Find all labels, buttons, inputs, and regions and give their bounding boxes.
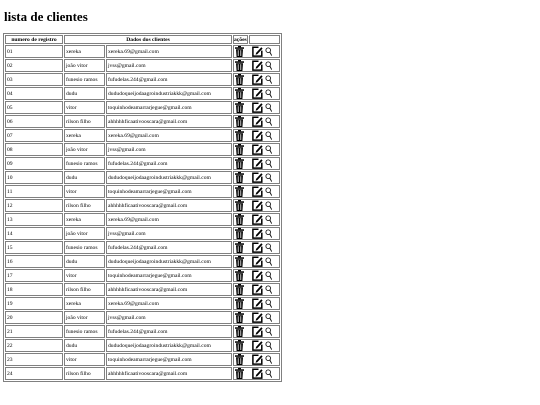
cell-nome: xereka <box>64 213 105 226</box>
cell-registro: 05 <box>5 101 63 114</box>
edit-icon[interactable] <box>252 130 263 141</box>
cell-acoes <box>233 283 280 296</box>
trash-icon[interactable] <box>235 270 244 281</box>
search-icon[interactable] <box>265 369 272 378</box>
edit-icon[interactable] <box>252 200 263 211</box>
cell-nome: vitor <box>64 185 105 198</box>
cell-registro: 12 <box>5 199 63 212</box>
cell-email: fufudelas.244@gmail.com <box>106 241 232 254</box>
trash-icon[interactable] <box>235 242 244 253</box>
trash-icon[interactable] <box>235 298 244 309</box>
cell-email: jvss@gmail.com <box>106 143 232 156</box>
search-icon[interactable] <box>265 159 272 168</box>
edit-icon[interactable] <box>252 60 263 71</box>
cell-registro: 22 <box>5 339 63 352</box>
row-actions <box>234 74 279 85</box>
search-icon[interactable] <box>265 89 272 98</box>
table-row <box>5 171 280 184</box>
trash-icon[interactable] <box>235 284 244 295</box>
edit-icon[interactable] <box>252 256 263 267</box>
row-actions <box>234 186 279 197</box>
edit-icon[interactable] <box>252 46 263 57</box>
page-title: lista de clientes <box>4 9 88 24</box>
cell-email: ahhhhhficaativooscara@gmail.com <box>106 199 232 212</box>
cell-nome: dudu <box>64 339 105 352</box>
row-actions <box>234 60 279 71</box>
cell-nome: xereka <box>64 129 105 142</box>
cell-registro: 09 <box>5 157 63 170</box>
cell-acoes <box>233 199 280 212</box>
cell-nome: vitor <box>64 269 105 282</box>
cell-nome: xereka <box>64 45 105 58</box>
cell-email: jvss@gmail.com <box>106 59 232 72</box>
row-actions <box>234 256 279 267</box>
cell-acoes <box>233 59 280 72</box>
table-row <box>5 45 280 58</box>
edit-icon[interactable] <box>252 102 263 113</box>
table-header-row <box>5 35 280 44</box>
cell-acoes <box>233 73 280 86</box>
cell-registro: 19 <box>5 297 63 310</box>
cell-acoes <box>233 171 280 184</box>
cell-registro: 23 <box>5 353 63 366</box>
search-icon[interactable] <box>265 173 272 182</box>
cell-registro: 06 <box>5 115 63 128</box>
cell-acoes <box>233 115 280 128</box>
trash-icon[interactable] <box>235 60 244 71</box>
cell-nome: dudu <box>64 255 105 268</box>
cell-registro: 10 <box>5 171 63 184</box>
cell-registro: 15 <box>5 241 63 254</box>
edit-icon[interactable] <box>252 242 263 253</box>
row-actions <box>234 312 279 323</box>
table-row <box>5 199 280 212</box>
cell-nome: joão vitor <box>64 311 105 324</box>
row-actions <box>234 298 279 309</box>
table-row <box>5 367 280 380</box>
cell-nome: funesio ramos <box>64 73 105 86</box>
search-icon[interactable] <box>265 103 272 112</box>
cell-acoes <box>233 101 280 114</box>
cell-acoes <box>233 129 280 142</box>
trash-icon[interactable] <box>235 46 244 57</box>
cell-registro: 14 <box>5 227 63 240</box>
row-actions <box>234 326 279 337</box>
search-icon[interactable] <box>265 271 272 280</box>
cell-nome: funesio ramos <box>64 325 105 338</box>
cell-email: jvss@gmail.com <box>106 311 232 324</box>
edit-icon[interactable] <box>252 354 263 365</box>
row-actions <box>234 158 279 169</box>
search-icon[interactable] <box>265 243 272 252</box>
trash-icon[interactable] <box>235 172 244 183</box>
edit-icon[interactable] <box>252 74 263 85</box>
cell-email: fufudelas.244@gmail.com <box>106 73 232 86</box>
cell-registro: 11 <box>5 185 63 198</box>
row-actions <box>234 340 279 351</box>
row-actions <box>234 214 279 225</box>
search-icon[interactable] <box>265 201 272 210</box>
trash-icon[interactable] <box>235 158 244 169</box>
search-icon[interactable] <box>265 75 272 84</box>
trash-icon[interactable] <box>235 368 244 379</box>
search-icon[interactable] <box>265 145 272 154</box>
trash-icon[interactable] <box>235 228 244 239</box>
table-body <box>5 45 280 380</box>
cell-email: xereka.69@gmail.com <box>106 45 232 58</box>
edit-icon[interactable] <box>252 172 263 183</box>
table-row <box>5 59 280 72</box>
search-icon[interactable] <box>265 61 272 70</box>
search-icon[interactable] <box>265 257 272 266</box>
cell-acoes <box>233 297 280 310</box>
row-actions <box>234 144 279 155</box>
search-icon[interactable] <box>265 215 272 224</box>
cell-nome: joão vitor <box>64 227 105 240</box>
trash-icon[interactable] <box>235 116 244 127</box>
row-actions <box>234 368 279 379</box>
cell-nome: joão vitor <box>64 143 105 156</box>
cell-nome: rilson filho <box>64 199 105 212</box>
cell-email: toquinhodeamarrarjegue@gmail.com <box>106 185 232 198</box>
cell-email: toquinhodeamarrarjegue@gmail.com <box>106 353 232 366</box>
row-actions <box>234 46 279 57</box>
cell-nome: funesio ramos <box>64 157 105 170</box>
cell-registro: 02 <box>5 59 63 72</box>
cell-acoes <box>233 185 280 198</box>
edit-icon[interactable] <box>252 186 263 197</box>
cell-nome: funesio ramos <box>64 241 105 254</box>
clients-table <box>3 33 282 382</box>
table-row <box>5 213 280 226</box>
edit-icon[interactable] <box>252 340 263 351</box>
edit-icon[interactable] <box>252 88 263 99</box>
table-row <box>5 241 280 254</box>
cell-registro: 24 <box>5 367 63 380</box>
table-row <box>5 283 280 296</box>
cell-nome: dudu <box>64 171 105 184</box>
row-actions <box>234 130 279 141</box>
trash-icon[interactable] <box>235 256 244 267</box>
cell-email: ahhhhhficaativooscara@gmail.com <box>106 367 232 380</box>
cell-email: dududoqueijodaagroindustriakkk@gmail.com <box>106 87 232 100</box>
edit-icon[interactable] <box>252 298 263 309</box>
cell-nome: vitor <box>64 353 105 366</box>
search-icon[interactable] <box>265 285 272 294</box>
trash-icon[interactable] <box>235 88 244 99</box>
cell-email: ahhhhhficaativooscara@gmail.com <box>106 115 232 128</box>
cell-registro: 08 <box>5 143 63 156</box>
cell-registro: 01 <box>5 45 63 58</box>
cell-email: toquinhodeamarrarjegue@gmail.com <box>106 269 232 282</box>
cell-nome: rilson filho <box>64 283 105 296</box>
table-row <box>5 325 280 338</box>
cell-email: fufudelas.244@gmail.com <box>106 325 232 338</box>
cell-nome: rilson filho <box>64 367 105 380</box>
trash-icon[interactable] <box>235 312 244 323</box>
cell-registro: 04 <box>5 87 63 100</box>
table-row <box>5 73 280 86</box>
cell-acoes <box>233 213 280 226</box>
table-row <box>5 143 280 156</box>
row-actions <box>234 354 279 365</box>
table-row <box>5 185 280 198</box>
search-icon[interactable] <box>265 47 272 56</box>
cell-acoes <box>233 325 280 338</box>
cell-registro: 07 <box>5 129 63 142</box>
row-actions <box>234 102 279 113</box>
cell-registro: 20 <box>5 311 63 324</box>
cell-acoes <box>233 255 280 268</box>
cell-email: xereka.69@gmail.com <box>106 213 232 226</box>
cell-acoes <box>233 367 280 380</box>
cell-email: ahhhhhficaativooscara@gmail.com <box>106 283 232 296</box>
table-row <box>5 129 280 142</box>
search-icon[interactable] <box>265 313 272 322</box>
edit-icon[interactable] <box>252 228 263 239</box>
edit-icon[interactable] <box>252 116 263 127</box>
cell-acoes <box>233 143 280 156</box>
trash-icon[interactable] <box>235 102 244 113</box>
cell-email: fufudelas.244@gmail.com <box>106 157 232 170</box>
cell-acoes <box>233 311 280 324</box>
edit-icon[interactable] <box>252 144 263 155</box>
header-acoes: ações <box>234 36 247 43</box>
cell-nome: joão vitor <box>64 59 105 72</box>
cell-registro: 13 <box>5 213 63 226</box>
search-icon[interactable] <box>265 341 272 350</box>
edit-icon[interactable] <box>252 368 263 379</box>
table-row <box>5 101 280 114</box>
cell-registro: 16 <box>5 255 63 268</box>
row-actions <box>234 200 279 211</box>
cell-nome: vitor <box>64 101 105 114</box>
table-row <box>5 157 280 170</box>
table-row <box>5 87 280 100</box>
table-row <box>5 227 280 240</box>
row-actions <box>234 116 279 127</box>
cell-email: dududoqueijodaagroindustriakkk@gmail.com <box>106 339 232 352</box>
edit-icon[interactable] <box>252 214 263 225</box>
cell-email: xereka.69@gmail.com <box>106 129 232 142</box>
cell-registro: 18 <box>5 283 63 296</box>
cell-email: dududoqueijodaagroindustriakkk@gmail.com <box>106 171 232 184</box>
cell-email: xereka.69@gmail.com <box>106 297 232 310</box>
row-actions <box>234 284 279 295</box>
cell-acoes <box>233 227 280 240</box>
cell-acoes <box>233 157 280 170</box>
table-row <box>5 255 280 268</box>
search-icon[interactable] <box>265 187 272 196</box>
trash-icon[interactable] <box>235 186 244 197</box>
trash-icon[interactable] <box>235 144 244 155</box>
table-row <box>5 115 280 128</box>
search-icon[interactable] <box>265 229 272 238</box>
table-row <box>5 339 280 352</box>
cell-email: toquinhodeamarrarjegue@gmail.com <box>106 101 232 114</box>
row-actions <box>234 88 279 99</box>
trash-icon[interactable] <box>235 354 244 365</box>
cell-acoes <box>233 339 280 352</box>
table-row <box>5 297 280 310</box>
header-dados: Dados dos clientes <box>64 35 232 44</box>
row-actions <box>234 242 279 253</box>
table-row <box>5 269 280 282</box>
trash-icon[interactable] <box>235 326 244 337</box>
cell-acoes <box>233 269 280 282</box>
table-row <box>5 311 280 324</box>
cell-registro: 21 <box>5 325 63 338</box>
header-spacer <box>249 35 280 44</box>
trash-icon[interactable] <box>235 130 244 141</box>
cell-nome: dudu <box>64 87 105 100</box>
cell-acoes <box>233 87 280 100</box>
table-row <box>5 353 280 366</box>
cell-registro: 17 <box>5 269 63 282</box>
edit-icon[interactable] <box>252 326 263 337</box>
edit-icon[interactable] <box>252 284 263 295</box>
cell-registro: 03 <box>5 73 63 86</box>
trash-icon[interactable] <box>235 74 244 85</box>
trash-icon[interactable] <box>235 214 244 225</box>
header-registro: numero de registro <box>5 35 63 44</box>
search-icon[interactable] <box>265 131 272 140</box>
cell-email: jvss@gmail.com <box>106 227 232 240</box>
cell-acoes <box>233 241 280 254</box>
trash-icon[interactable] <box>235 200 244 211</box>
search-icon[interactable] <box>265 299 272 308</box>
edit-icon[interactable] <box>252 270 263 281</box>
row-actions <box>234 172 279 183</box>
cell-acoes <box>233 45 280 58</box>
cell-email: dududoqueijodaagroindustriakkk@gmail.com <box>106 255 232 268</box>
search-icon[interactable] <box>265 117 272 126</box>
row-actions <box>234 228 279 239</box>
cell-acoes <box>233 353 280 366</box>
search-icon[interactable] <box>265 355 272 364</box>
cell-nome: rilson filho <box>64 115 105 128</box>
search-icon[interactable] <box>265 327 272 336</box>
cell-nome: xereka <box>64 297 105 310</box>
row-actions <box>234 270 279 281</box>
edit-icon[interactable] <box>252 312 263 323</box>
trash-icon[interactable] <box>235 340 244 351</box>
edit-icon[interactable] <box>252 158 263 169</box>
